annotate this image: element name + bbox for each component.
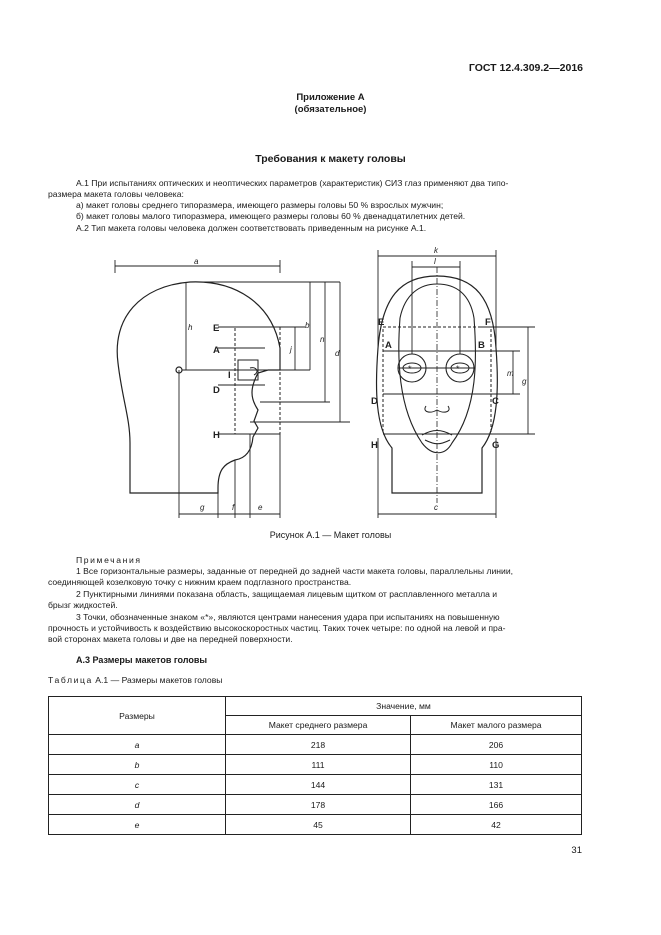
header-medium: Макет среднего размера	[226, 716, 411, 735]
impact-point-mark: *	[408, 364, 412, 374]
note-1-cont: соединяющей козелковую точку с нижним краем подглазного пространства.	[48, 577, 352, 587]
label-D-front: D	[371, 396, 378, 407]
side-view	[115, 260, 350, 518]
label-j: j	[290, 345, 292, 354]
label-n: n	[320, 335, 325, 344]
label-m: m	[507, 369, 514, 378]
label-G-front: G	[492, 440, 500, 451]
header-value: Значение, мм	[226, 697, 582, 716]
row-label: e	[49, 815, 226, 835]
figure-caption: Рисунок А.1 — Макет головы	[269, 530, 392, 540]
label-A-front: A	[385, 340, 392, 351]
table-row	[49, 775, 582, 795]
standard-number: ГОСТ 12.4.309.2—2016	[468, 62, 583, 74]
label-f: f	[232, 503, 235, 512]
row-small: 110	[411, 755, 582, 775]
row-label: b	[49, 755, 226, 775]
paragraph-a1: А.1 При испытаниях оптических и неоптических параметров (характеристик) СИЗ глаз применяют два типо-	[76, 178, 509, 188]
label-g: g	[200, 503, 205, 512]
table-row	[49, 735, 582, 755]
notes-title: Примечания	[76, 555, 142, 565]
label-e: e	[258, 503, 263, 512]
section-a3-title: А.3 Размеры макетов головы	[76, 655, 208, 665]
table-caption-word: Таблица	[48, 675, 93, 685]
appendix-status: (обязательное)	[294, 104, 367, 115]
label-H-front: H	[371, 440, 378, 451]
row-medium: 45	[226, 815, 411, 835]
header-sizes: Размеры	[49, 697, 226, 735]
table-row	[49, 795, 582, 815]
label-g-front: g	[522, 377, 527, 386]
label-D-side: D	[213, 385, 220, 396]
label-a: a	[194, 257, 199, 266]
paragraph-a1-cont: размера макета головы человека:	[48, 189, 184, 199]
section-title: Требования к макету головы	[255, 153, 406, 165]
label-B-front: B	[478, 340, 485, 351]
label-H-side: H	[213, 430, 220, 441]
table-row	[49, 815, 582, 835]
row-medium: 111	[226, 755, 411, 775]
label-d: d	[335, 349, 340, 358]
header-small: Макет малого размера	[411, 716, 582, 735]
table-caption	[48, 675, 222, 685]
note-3: 3 Точки, обозначенные знаком «*», являются центрами нанесения удара при испытаниях на повышенную	[76, 612, 500, 622]
label-I-side: I	[228, 370, 231, 381]
label-k: k	[434, 246, 438, 255]
dimensions-table	[48, 696, 582, 835]
row-small: 42	[411, 815, 582, 835]
side-eye	[250, 368, 257, 375]
label-b: b	[305, 321, 310, 330]
row-small: 131	[411, 775, 582, 795]
label-A-side: A	[213, 345, 220, 356]
paragraph-a1-item-b: б) макет головы малого типоразмера, имеющего размеры головы 60 % двенадцатилетних детей.	[76, 211, 466, 221]
front-view	[376, 250, 535, 518]
table-row	[49, 755, 582, 775]
note-2-cont: брызг жидкостей.	[48, 600, 118, 610]
note-3-cont2: вой сторонах макета головы и две на передней поверхности.	[48, 634, 293, 644]
label-F-front: F	[485, 317, 491, 328]
row-label: a	[49, 735, 226, 755]
label-C-front: C	[492, 396, 499, 407]
row-small: 206	[411, 735, 582, 755]
impact-point-mark: *	[456, 364, 460, 374]
table-caption-text: А.1 — Размеры макетов головы	[95, 675, 223, 685]
row-label: c	[49, 775, 226, 795]
label-E-front: E	[378, 317, 385, 328]
row-small: 166	[411, 795, 582, 815]
row-label: d	[49, 795, 226, 815]
side-head-outline	[117, 282, 280, 493]
label-c: c	[434, 503, 438, 512]
label-l: l	[434, 257, 436, 266]
note-1: 1 Все горизонтальные размеры, заданные от передней до задней части макета головы, параллельны линии,	[76, 566, 514, 576]
row-medium: 178	[226, 795, 411, 815]
appendix-title: Приложение А	[296, 92, 365, 103]
head-model-figure	[100, 238, 560, 523]
label-h: h	[188, 323, 193, 332]
page-number: 31	[571, 845, 582, 856]
note-2: 2 Пунктирными линиями показана область, защищаемая лицевым щитком от расплавленного металла и	[76, 589, 498, 599]
label-E-side: E	[213, 323, 220, 334]
row-medium: 144	[226, 775, 411, 795]
row-medium: 218	[226, 735, 411, 755]
note-3-cont: прочность и устойчивость к воздействию высокоскоростных частиц. Таких точек четыре: по одной на левой и пра-	[48, 623, 506, 633]
paragraph-a2: А.2 Тип макета головы человека должен соответствовать приведенным на рисунке А.1.	[76, 223, 427, 233]
paragraph-a1-item-a: а) макет головы среднего типоразмера, имеющего размеры головы 50 % взрослых мужчин;	[76, 200, 444, 210]
